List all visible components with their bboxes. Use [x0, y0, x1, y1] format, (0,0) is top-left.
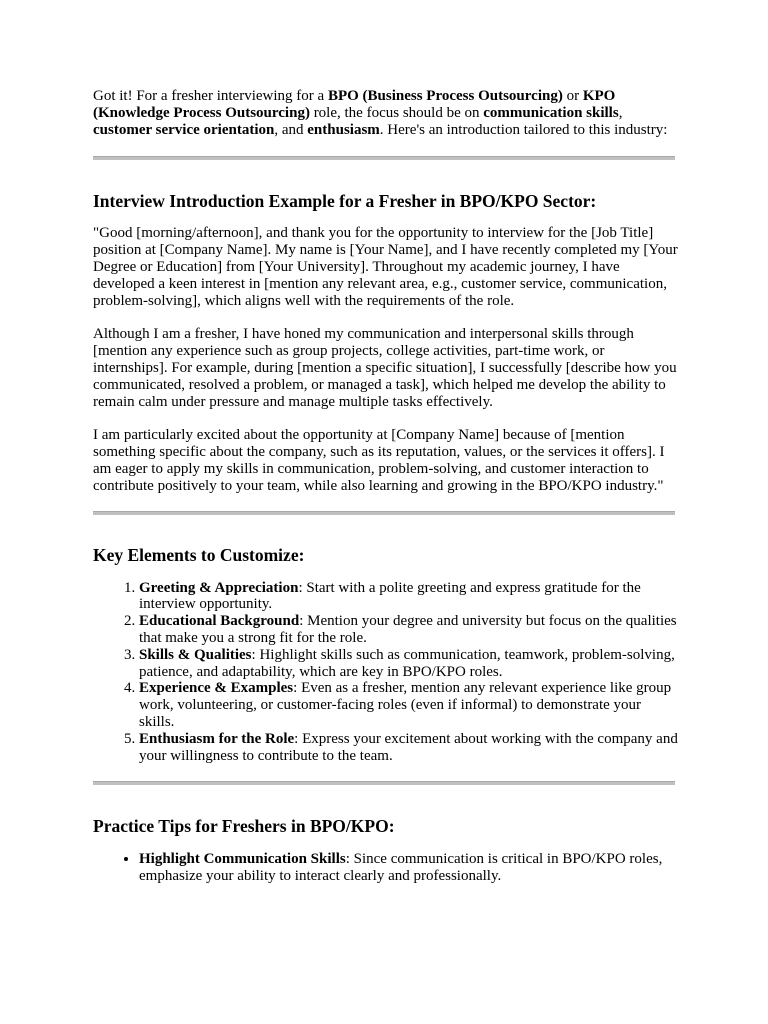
list-item — [139, 647, 678, 681]
introduction-paragraph: "Good [morning/afternoon], and thank you for the opportunity to interview for the [Job Title] position at [Company Name]. My name is [Your Name], and I have recently completed my [Your Degree or Education] from [Your University]. Throughout my academic journey, I have developed a keen interest in [mention any relevant area, e.g., customer service, communication, problem-solving], which aligns well with the requirements of the role. — [93, 225, 678, 309]
intro-bold-enthusiasm: enthusiasm — [307, 121, 380, 138]
intro-paragraph — [93, 88, 678, 138]
intro-bold-kpo: KPO (Knowledge Process Outsourcing) — [93, 88, 616, 121]
section-heading-key-elements: Key Elements to Customize: — [93, 544, 305, 565]
list-item-text: : Mention your degree and university but focus on the qualities that make you a strong fit for the role. — [139, 613, 677, 646]
list-item — [139, 613, 678, 647]
intro-bold-customer-service: customer service orientation — [93, 121, 275, 138]
list-item — [139, 731, 678, 765]
list-item-title: Experience & Examples — [139, 680, 294, 697]
list-item-text: : Start with a polite greeting and express gratitude for the interview opportunity. — [139, 579, 641, 613]
list-item — [139, 851, 678, 885]
practice-tips-list — [93, 851, 678, 885]
introduction-paragraph: I am particularly excited about the opportunity at [Company Name] because of [mention something specific about the company, such as its reputation, values, or the services it offers]. I am eager to apply my skills in communication, problem-solving, and customer interaction to contribute positively to your team, while also learning and growing in the BPO/KPO industry." — [93, 427, 665, 494]
section-heading-practice-tips: Practice Tips for Freshers in BPO/KPO: — [93, 816, 395, 837]
intro-text: , and — [274, 121, 308, 138]
key-elements-list — [93, 580, 678, 765]
section-divider — [93, 156, 675, 160]
list-item-title: Greeting & Appreciation — [139, 579, 299, 596]
list-item-text: : Highlight skills such as communication, teamwork, problem-solving, patience, and adaptability, which are key in BPO/KPO roles. — [139, 646, 675, 680]
introduction-paragraph: Although I am a fresher, I have honed my communication and interpersonal skills through [mention any experience such as group projects, college activities, part-time work, or internships]. For example, during [mention a specific situation], I successfully [describe how you communicated, resolved a problem, or managed a task], which helped me develop the ability to remain calm under pressure and manage multiple tasks effectively. — [93, 326, 677, 410]
section-heading-interview-introduction: Interview Introduction Example for a Fresher in BPO/KPO Sector: — [93, 191, 597, 212]
document-content — [93, 88, 678, 902]
intro-text: role, the focus should be on — [309, 104, 484, 121]
section-divider — [93, 781, 675, 785]
intro-text: or — [562, 88, 583, 104]
list-item-text: : Even as a fresher, mention any relevant experience like group work, volunteering, or customer-facing roles (even if informal) to demonstrate your skills. — [139, 680, 672, 730]
intro-text: . Here's an introduction tailored to this industry: — [379, 121, 668, 138]
section-divider — [93, 511, 675, 515]
list-item — [139, 580, 678, 614]
list-item — [139, 680, 678, 730]
list-item-title: Enthusiasm for the Role — [139, 730, 295, 747]
list-item-title: Skills & Qualities — [139, 646, 252, 663]
intro-bold-bpo: BPO (Business Process Outsourcing) — [327, 88, 563, 104]
list-item-text: : Express your excitement about working with the company and your willingness to contribute to the team. — [139, 730, 678, 764]
intro-bold-communication: communication skills — [483, 104, 619, 121]
list-item-title: Highlight Communication Skills — [139, 851, 346, 868]
intro-text: Got it! For a fresher interviewing for a — [93, 88, 328, 104]
list-item-title: Educational Background — [139, 613, 300, 630]
intro-text: , — [618, 104, 623, 121]
list-item-text: : Since communication is critical in BPO/KPO roles, emphasize your ability to interact clearly and professionally. — [139, 851, 663, 885]
